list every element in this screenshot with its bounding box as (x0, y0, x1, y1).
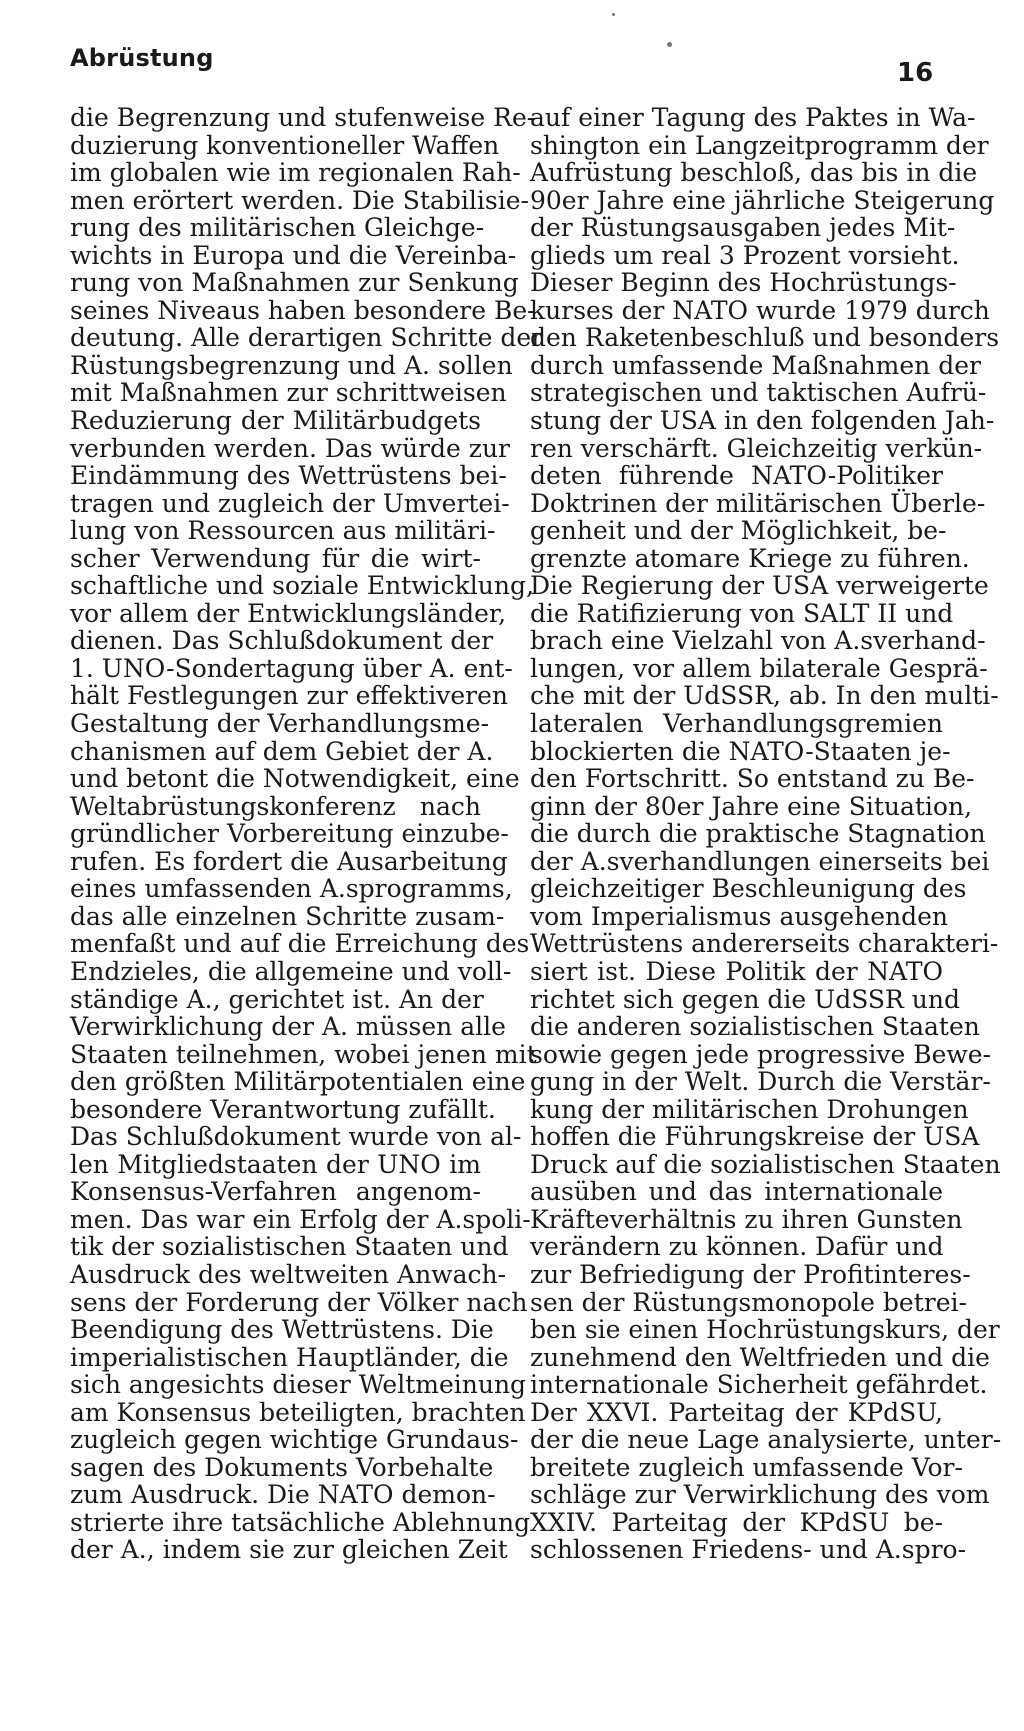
text-line: Gestaltung der Verhandlungsme- (70, 709, 490, 739)
text-line: eines umfassenden A.sprogramms, (70, 874, 513, 904)
text-line: durch umfassende Maßnahmen der (530, 350, 981, 380)
text-line: im globalen wie im regionalen Rah- (70, 158, 521, 188)
text-line: verbunden werden. Das würde zur (70, 433, 511, 463)
text-line: Endzieles, die allgemeine und voll- (70, 956, 512, 986)
text-line: breitete zugleich umfassende Vor- (530, 1452, 963, 1482)
text-line: rufen. Es fordert die Ausarbeitung (70, 846, 508, 876)
text-line: Wettrüstens andererseits charakteri- (530, 929, 999, 959)
text-line: zur Befriedigung der Profitinteres- (530, 1259, 971, 1289)
text-line: ben sie einen Hochrüstungskurs, der (530, 1315, 1000, 1345)
text-line: die Ratifizierung von SALT II und (530, 598, 954, 628)
text-line: sowie gegen jede progressive Bewe- (530, 1039, 992, 1069)
text-line: ständige A., gerichtet ist. An der (70, 984, 484, 1014)
text-line: zugleich gegen wichtige Grundaus- (70, 1425, 519, 1455)
text-line: die anderen sozialistischen Staaten (530, 1012, 980, 1042)
text-column-left (70, 103, 544, 1565)
text-line: dienen. Das Schlußdokument der (70, 626, 494, 656)
text-line: shington ein Langzeitprogramm der (530, 130, 989, 160)
text-line: sagen des Dokuments Vorbehalte (70, 1452, 494, 1482)
text-line: seines Niveaus haben besondere Be- (70, 295, 536, 325)
text-line: Reduzierung der Militärbudgets (70, 406, 481, 436)
text-line: Rüstungsbegrenzung und A. sollen (70, 350, 513, 380)
page-number: 16 (897, 58, 934, 88)
text-line: Verwirklichung der A. müssen alle (70, 1012, 506, 1042)
text-line: richtet sich gegen die UdSSR und (530, 984, 961, 1014)
text-line: Der XXVI. Parteitag der KPdSU, (530, 1397, 943, 1427)
section-title: Abrüstung (70, 44, 214, 72)
text-line: mit Maßnahmen zur schrittweisen (70, 378, 507, 408)
text-line: die durch die praktische Stagnation (530, 819, 986, 849)
text-line: Die Regierung der USA verweigerte (530, 571, 989, 601)
text-line: gründlicher Vorbereitung einzube- (70, 819, 509, 849)
text-line: kurses der NATO wurde 1979 durch (530, 295, 990, 325)
text-line: blockierten die NATO-Staaten je- (530, 736, 951, 766)
text-line: die Begrenzung und stufenweise Re- (70, 103, 536, 132)
text-line: Ausdruck des weltweiten Anwach- (70, 1259, 507, 1289)
text-line: stung der USA in den folgenden Jah- (530, 406, 995, 436)
text-line: Das Schlußdokument wurde von al- (70, 1122, 522, 1152)
text-line: Doktrinen der militärischen Überle- (530, 488, 986, 518)
scan-speck (612, 13, 615, 16)
text-line: Druck auf die sozialistischen Staaten (530, 1149, 1001, 1179)
text-line: grenzte atomare Kriege zu führen. (530, 543, 970, 573)
text-line: strierte ihre tatsächliche Ablehnung (70, 1507, 531, 1537)
text-line: den Fortschritt. So entstand zu Be- (530, 764, 975, 794)
text-line: am Konsensus beteiligten, brachten (70, 1397, 526, 1427)
text-line: brach eine Vielzahl von A.sverhand- (530, 626, 986, 656)
text-line: lung von Ressourcen aus militäri- (70, 516, 496, 546)
text-line: schläge zur Verwirklichung des vom (530, 1480, 990, 1510)
text-line: der Rüstungsausgaben jedes Mit- (530, 213, 956, 243)
text-line: deten führende NATO-Politiker (530, 461, 943, 491)
text-line: imperialistischen Hauptländer, die (70, 1342, 509, 1372)
text-column-right (530, 103, 1002, 1565)
text-line: scher Verwendung für die wirt- (70, 543, 481, 573)
text-line: ausüben und das internationale (530, 1177, 943, 1207)
text-line: hält Festlegungen zur effektiveren (70, 681, 508, 711)
text-line: gung in der Welt. Durch die Verstär- (530, 1067, 991, 1097)
text-line: verändern zu können. Dafür und (530, 1232, 944, 1262)
text-line: len Mitgliedstaaten der UNO im (70, 1149, 481, 1179)
text-line: der A., indem sie zur gleichen Zeit (70, 1535, 508, 1565)
text-line: Beendigung des Wettrüstens. Die (70, 1315, 494, 1345)
text-line: das alle einzelnen Schritte zusam- (70, 901, 505, 931)
text-line: kung der militärischen Drohungen (530, 1094, 969, 1124)
text-line: menfaßt und auf die Erreichung des (70, 929, 530, 959)
text-line: siert ist. Diese Politik der NATO (530, 956, 943, 986)
text-line: 1. UNO-Sondertagung über A. ent- (70, 653, 513, 683)
text-line: Weltabrüstungskonferenz nach (70, 791, 481, 821)
scan-speck (667, 42, 672, 47)
text-line: wichts in Europa und die Vereinba- (70, 240, 517, 270)
text-line: 90er Jahre eine jährliche Steigerung (530, 185, 995, 215)
text-line: Kräfteverhältnis zu ihren Gunsten (530, 1204, 963, 1234)
text-line: Aufrüstung beschloß, das bis in die (530, 158, 978, 188)
text-line: den Raketenbeschluß und besonders (530, 323, 1000, 353)
text-line: vom Imperialismus ausgehenden (530, 901, 948, 931)
text-line: rung von Maßnahmen zur Senkung (70, 268, 519, 298)
text-line: deutung. Alle derartigen Schritte der (70, 323, 544, 353)
text-line: und betont die Notwendigkeit, eine (70, 764, 520, 794)
text-line: der die neue Lage analysierte, unter- (530, 1425, 1002, 1455)
text-line: lateralen Verhandlungsgremien (530, 709, 943, 739)
text-line: men erörtert werden. Die Stabilisie- (70, 185, 529, 215)
text-line: tragen und zugleich der Umvertei- (70, 488, 510, 518)
text-line: chanismen auf dem Gebiet der A. (70, 736, 494, 766)
text-line: genheit und der Möglichkeit, be- (530, 516, 947, 546)
text-line: rung des militärischen Gleichge- (70, 213, 485, 243)
text-line: duzierung konventioneller Waffen (70, 130, 500, 160)
text-line: besondere Verantwortung zufällt. (70, 1094, 496, 1124)
text-line: tik der sozialistischen Staaten und (70, 1232, 509, 1262)
text-line: den größten Militärpotentialen eine (70, 1067, 526, 1097)
text-line: sen der Rüstungsmonopole betrei- (530, 1287, 967, 1317)
text-line: XXIV. Parteitag der KPdSU be- (530, 1507, 943, 1537)
text-line: zum Ausdruck. Die NATO demon- (70, 1480, 496, 1510)
text-line: Konsensus-Verfahren angenom- (70, 1177, 481, 1207)
text-line: hoffen die Führungskreise der USA (530, 1122, 980, 1152)
text-line: men. Das war ein Erfolg der A.spoli- (70, 1204, 531, 1234)
text-line: Dieser Beginn des Hochrüstungs- (530, 268, 957, 298)
text-line: Eindämmung des Wettrüstens bei- (70, 461, 507, 491)
text-line: der A.sverhandlungen einerseits bei (530, 846, 990, 876)
text-line: sens der Forderung der Völker nach (70, 1287, 528, 1317)
text-line: zunehmend den Weltfrieden und die (530, 1342, 990, 1372)
text-line: lungen, vor allem bilaterale Gesprä- (530, 653, 988, 683)
text-line: vor allem der Entwicklungsländer, (70, 598, 507, 628)
text-line: schlossenen Friedens- und A.spro- (530, 1535, 967, 1565)
text-line: auf einer Tagung des Paktes in Wa- (530, 103, 976, 132)
text-line: glieds um real 3 Prozent vorsieht. (530, 240, 960, 270)
text-line: che mit der UdSSR, ab. In den multi- (530, 681, 999, 711)
text-line: sich angesichts dieser Weltmeinung (70, 1370, 527, 1400)
text-line: gleichzeitiger Beschleunigung des (530, 874, 967, 904)
text-line: schaftliche und soziale Entwicklung, (70, 571, 534, 601)
text-line: ren verschärft. Gleichzeitig verkün- (530, 433, 983, 463)
text-line: internationale Sicherheit gefährdet. (530, 1370, 988, 1400)
text-line: Staaten teilnehmen, wobei jenen mit (70, 1039, 537, 1069)
text-line: ginn der 80er Jahre eine Situation, (530, 791, 973, 821)
text-line: strategischen und taktischen Aufrü- (530, 378, 987, 408)
